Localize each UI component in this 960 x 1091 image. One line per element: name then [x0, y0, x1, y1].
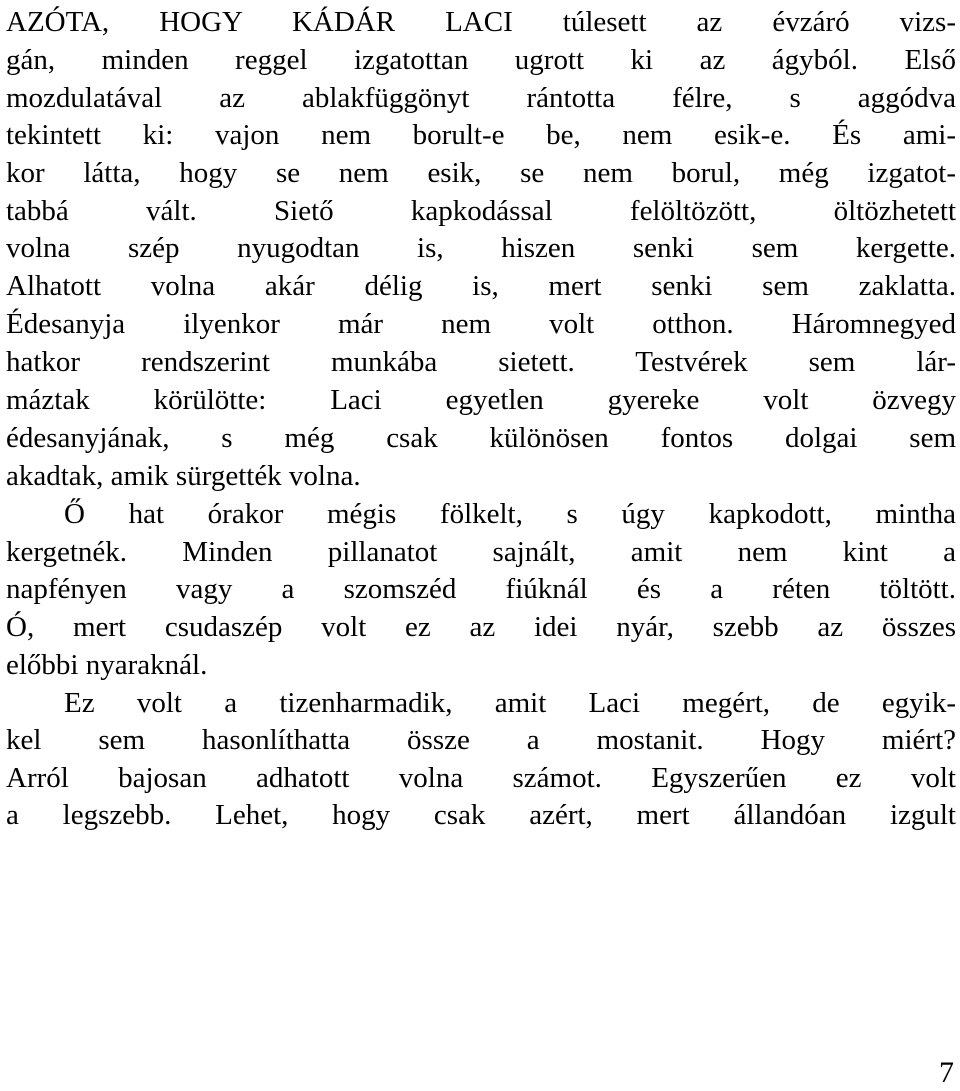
page-number: 7 [939, 1056, 954, 1089]
text-line: hatkor rendszerint munkába sietett. Testvérek sem lár- [6, 346, 956, 378]
text-line: kor látta, hogy se nem esik, se nem borul, még izgatot- [6, 157, 956, 189]
text-line: Arról bajosan adhatott volna számot. Egyszerűen ez volt [6, 762, 956, 794]
text-line: édesanyjának, s még csak különösen fontos dolgai sem [6, 422, 956, 454]
text-line: tabbá vált. Siető kapkodással felöltözött, öltözhetett [6, 195, 956, 227]
text-line: a legszebb. Lehet, hogy csak azért, mert állandóan izgult [6, 799, 956, 831]
text-line: mozdulatával az ablakfüggönyt rántotta félre, s aggódva [6, 82, 956, 114]
text-line: Ez volt a tizenharmadik, amit Laci megért, de egyik- [64, 687, 956, 719]
text-line: volna szép nyugodtan is, hiszen senki sem kergette. [6, 232, 956, 264]
text-line: Ő hat órakor mégis fölkelt, s úgy kapkodott, mintha [64, 498, 956, 530]
book-page [6, 0, 956, 1091]
text-line: kergetnék. Minden pillanatot sajnált, amit nem kint a [6, 536, 956, 568]
text-line: AZÓTA, HOGY KÁDÁR LACI túlesett az évzáró vizs- [6, 6, 956, 38]
text-line: kel sem hasonlíthatta össze a mostanit. Hogy miért? [6, 724, 956, 756]
text-line: napfényen vagy a szomszéd fiúknál és a réten töltött. [6, 573, 956, 605]
text-line: tekintett ki: vajon nem borult-e be, nem esik-e. És ami- [6, 119, 956, 151]
text-line: Ó, mert csudaszép volt ez az idei nyár, szebb az összes [6, 611, 956, 643]
text-line: előbbi nyaraknál. [6, 649, 208, 681]
text-line: Édesanyja ilyenkor már nem volt otthon. Háromnegyed [6, 308, 956, 340]
text-line: máztak körülötte: Laci egyetlen gyereke volt özvegy [6, 384, 956, 416]
text-line: gán, minden reggel izgatottan ugrott ki az ágyból. Első [6, 44, 956, 76]
text-line: akadtak, amik sürgették volna. [6, 460, 361, 492]
text-line: Alhatott volna akár délig is, mert senki sem zaklatta. [6, 270, 956, 302]
